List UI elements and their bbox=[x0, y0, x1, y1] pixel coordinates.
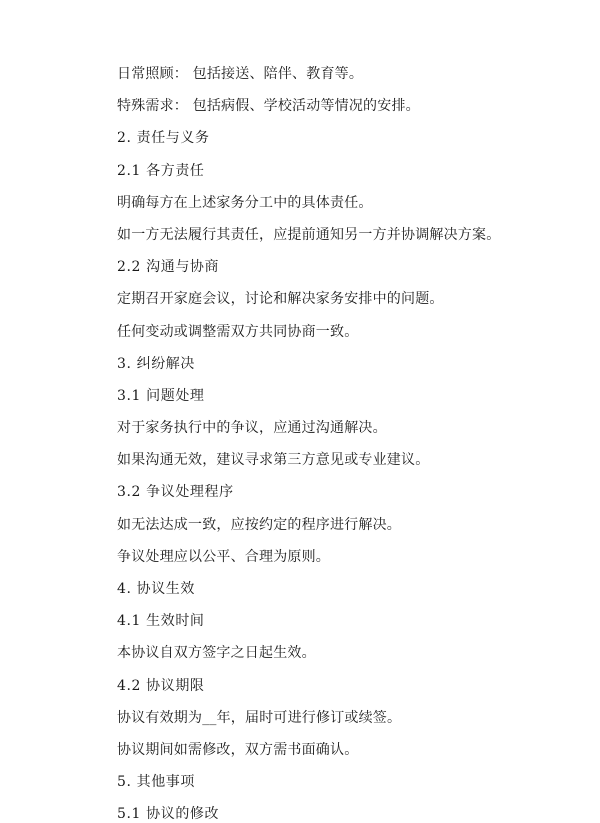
subsection-heading: 5.1 协议的修改 bbox=[117, 806, 220, 823]
text-line: 定期召开家庭会议，讨论和解决家务安排中的问题。 bbox=[117, 291, 444, 308]
section-heading: 3. 纠纷解决 bbox=[117, 355, 196, 372]
text-line: 协议有效期为__年，届时可进行修订或续签。 bbox=[117, 709, 402, 726]
subsection-heading: 3.2 争议处理程序 bbox=[117, 484, 234, 501]
text-line: 对于家务执行中的争议，应通过沟通解决。 bbox=[117, 420, 387, 437]
text-line: 如果沟通无效，建议寻求第三方意见或专业建议。 bbox=[117, 452, 430, 469]
section-heading: 5. 其他事项 bbox=[117, 774, 196, 791]
text-line: 日常照顾： 包括接送、陪伴、教育等。 bbox=[117, 66, 364, 82]
subsection-heading: 2.2 沟通与协商 bbox=[117, 259, 220, 276]
text-line: 争议处理应以公平、合理为原则。 bbox=[117, 548, 330, 565]
subsection-heading: 4.1 生效时间 bbox=[117, 613, 205, 630]
section-heading: 4. 协议生效 bbox=[117, 581, 196, 597]
text-line: 本协议自双方签字之日起生效。 bbox=[117, 645, 316, 662]
section-heading: 2. 责任与义务 bbox=[117, 130, 210, 147]
text-line: 任何变动或调整需双方共同协商一致。 bbox=[117, 323, 359, 340]
text-line: 特殊需求： 包括病假、学校活动等情况的安排。 bbox=[117, 98, 420, 115]
text-line: 如无法达成一致，应按约定的程序进行解决。 bbox=[117, 516, 401, 533]
text-line: 如一方无法履行其责任，应提前通知另一方并协调解决方案。 bbox=[117, 226, 501, 243]
subsection-heading: 2.1 各方责任 bbox=[117, 162, 205, 179]
subsection-heading: 4.2 协议期限 bbox=[117, 677, 205, 694]
text-line: 明确每方在上述家务分工中的具体责任。 bbox=[117, 194, 373, 211]
subsection-heading: 3.1 问题处理 bbox=[117, 387, 205, 404]
text-line: 协议期间如需修改，双方需书面确认。 bbox=[117, 741, 359, 758]
